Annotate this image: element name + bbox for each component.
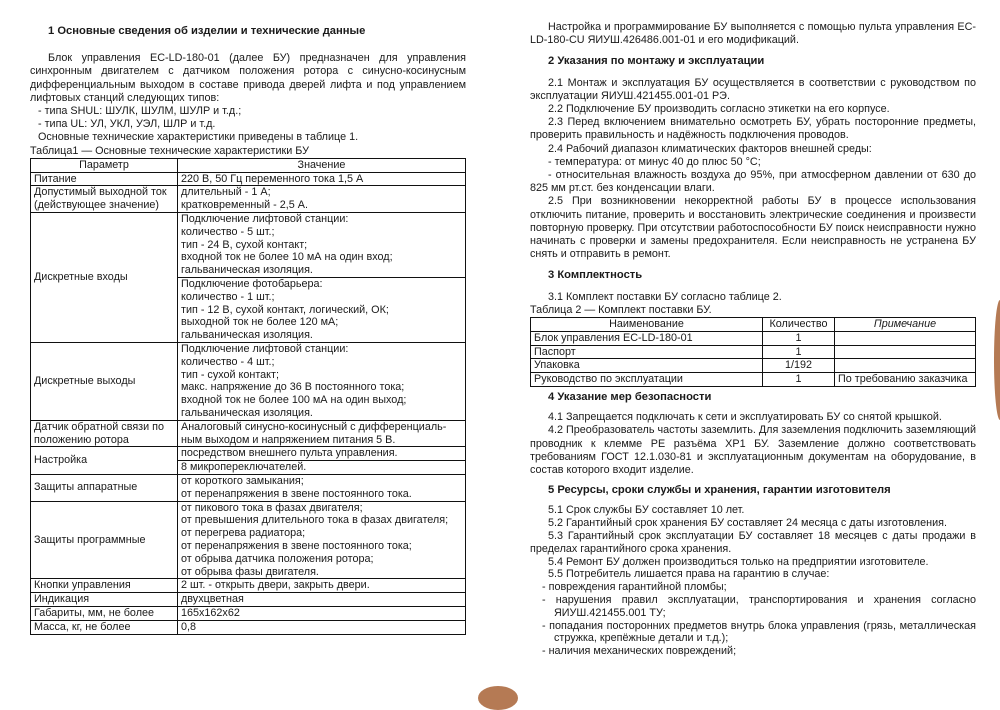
warranty-item: 5.3 Гарантийный срок эксплуатации БУ составляет 18 месяцев с даты продажи в пределах гарантийного срока хранения. bbox=[530, 530, 976, 555]
value-cell bbox=[178, 606, 466, 620]
warranty-item: 5.2 Гарантийный срок хранения БУ составляет 24 месяца с даты изготовления. bbox=[548, 517, 947, 530]
section-4-title: 4 Указание мер безопасности bbox=[548, 391, 712, 404]
table-row bbox=[31, 172, 466, 186]
quantity-cell: 1 bbox=[763, 345, 835, 359]
table-2-delivery bbox=[530, 317, 976, 387]
table-reference: Основные технические характеристики приведены в таблице 1. bbox=[38, 131, 359, 144]
value-line: гальваническая изоляция. bbox=[181, 406, 313, 419]
table-1-caption: Таблица1 — Основные технические характеристики БУ bbox=[30, 144, 309, 157]
instruction-item: 2.4 Рабочий диапазон климатических факторов внешней среды: bbox=[548, 142, 872, 155]
warranty-exclusion: - попадания посторонних предметов внутрь блока управления (грязь, металлическая стружка, крепёжные детали и т.д.); bbox=[542, 619, 976, 645]
table-row bbox=[31, 420, 466, 447]
value-line: гальваническая изоляция. bbox=[181, 329, 313, 342]
instruction-item: - температура: от минус 40 до плюс 50 °С; bbox=[548, 155, 761, 168]
name-cell: Паспорт bbox=[531, 345, 763, 359]
section-2-body bbox=[530, 77, 976, 262]
value-line: гальваническая изоляция. bbox=[181, 264, 313, 277]
param-cell: Допустимый выходной ток (действующее значение) bbox=[31, 186, 178, 213]
section-2-title: 2 Указания по монтажу и эксплуатации bbox=[548, 55, 765, 68]
page-corner-shadow bbox=[478, 686, 518, 710]
param-cell: Настройка bbox=[31, 447, 178, 475]
table-row bbox=[31, 447, 466, 461]
instruction-item: - относительная влажность воздуха до 95%, при атмосферном давлении от 630 до 825 мм рт.ст. без конденсации влаги. bbox=[530, 169, 976, 195]
value-line: от короткого замыкания; bbox=[181, 474, 304, 487]
type-item: - типа SHUL: ШУЛК, ШУЛМ, ШУЛР и т.д.; bbox=[38, 105, 242, 118]
note-cell bbox=[835, 345, 976, 359]
value-line: входной ток не более 100 мА на один выход; bbox=[181, 394, 407, 407]
warranty-item: 5.1 Срок службы БУ составляет 10 лет. bbox=[548, 504, 745, 517]
table-row bbox=[31, 593, 466, 607]
safety-item: 4.1 Запрещается подключать к сети и эксплуатировать БУ со снятой крышкой. bbox=[548, 411, 942, 424]
value-line: количество - 1 шт.; bbox=[181, 290, 275, 303]
table-row bbox=[31, 579, 466, 593]
value-line: от обрыва фазы двигателя. bbox=[181, 565, 319, 578]
column-header: Количество bbox=[763, 318, 835, 332]
param-cell: Защиты программные bbox=[31, 501, 178, 579]
value-line: входной ток не более 10 мА на один вход; bbox=[181, 251, 393, 264]
value-line: длительный - 1 А; bbox=[181, 186, 271, 199]
column-header: Параметр bbox=[31, 158, 178, 172]
value-line: тип - сухой контакт; bbox=[181, 368, 279, 381]
section-1-title: 1 Основные сведения об изделии и технические данные bbox=[48, 25, 366, 37]
quantity-cell: 1 bbox=[763, 331, 835, 345]
value-line: 8 микропереключателей. bbox=[181, 461, 307, 474]
type-item: - типа UL: УЛ, УКЛ, УЭЛ, ШЛР и т.д. bbox=[38, 118, 216, 131]
value-line: тип - 12 В, сухой контакт, логический, ОК; bbox=[181, 303, 389, 316]
safety-item: 4.2 Преобразователь частоты заземлить. Для заземления подключить заземляющий проводник к клемме PE разъёма XP1 БУ. Заземление должно соответствовать требованиям ГОСТ 12.1.030-81 и эксплуатационным документам на оборудование, в состав которого входит изделие. bbox=[530, 424, 976, 477]
value-line: выходной ток не более 120 мА; bbox=[181, 316, 339, 329]
table-row bbox=[31, 606, 466, 620]
value-line: от превышения длительного тока в фазах двигателя; bbox=[181, 514, 449, 527]
warranty-exclusion: - наличия механических повреждений; bbox=[542, 645, 737, 658]
value-cell bbox=[178, 447, 466, 461]
value-line: от перенапряжения в звене постоянного тока. bbox=[181, 487, 412, 500]
param-cell: Питание bbox=[31, 172, 178, 186]
value-cell bbox=[178, 342, 466, 420]
warranty-item: 5.5 Потребитель лишается права на гарантию в случае: bbox=[548, 568, 830, 581]
value-line: 2 шт. - открыть двери, закрыть двери. bbox=[181, 579, 370, 592]
instruction-item: 2.1 Монтаж и эксплуатация БУ осуществляется в соответствии с руководством по эксплуатации ЯИУШ.421455.001-01 РЭ. bbox=[530, 76, 976, 102]
param-cell: Кнопки управления bbox=[31, 579, 178, 593]
value-line: посредством внешнего пульта управления. bbox=[181, 447, 398, 460]
section-5-title: 5 Ресурсы, сроки службы и хранения, гарантии изготовителя bbox=[548, 484, 891, 497]
value-cell bbox=[178, 420, 466, 447]
section-3-text: 3.1 Комплект поставки БУ согласно таблице 2. bbox=[548, 290, 782, 303]
table-header-row bbox=[531, 318, 976, 332]
section-4-body bbox=[530, 411, 976, 477]
param-cell: Габариты, мм, не более bbox=[31, 606, 178, 620]
value-line: от перенапряжения в звене постоянного тока; bbox=[181, 539, 412, 552]
table-header-row bbox=[31, 158, 466, 172]
value-cell bbox=[178, 278, 466, 343]
note-cell bbox=[835, 359, 976, 373]
quantity-cell: 1 bbox=[763, 373, 835, 387]
table-row bbox=[31, 474, 466, 501]
table-row bbox=[31, 501, 466, 579]
table-row bbox=[531, 345, 976, 359]
table-2-caption: Таблица 2 — Комплект поставки БУ. bbox=[530, 303, 712, 316]
instruction-item: 2.2 Подключение БУ производить согласно этикетки на его корпусе. bbox=[548, 103, 890, 116]
column-header: Значение bbox=[178, 158, 466, 172]
param-cell: Дискретные входы bbox=[31, 213, 178, 343]
warranty-exclusion: - нарушения правил эксплуатации, транспортирования и хранения согласно ЯИУШ.421455.001 ТУ; bbox=[542, 594, 976, 619]
value-line: количество - 4 шт.; bbox=[181, 355, 275, 368]
right-page bbox=[530, 21, 976, 658]
table-row bbox=[31, 620, 466, 634]
warranty-item: 5.4 Ремонт БУ должен производиться только на предприятии изготовителе. bbox=[548, 555, 929, 568]
intro-paragraph: Блок управления EC-LD-180-01 (далее БУ) предназначен для управления синхронным двигателем с датчиком положения ротора с синусно-косинусным дифференциальным выходом в составе привода дверей лифта и под управлением лифтовых станций следующих типов: bbox=[30, 52, 466, 104]
value-cell bbox=[178, 213, 466, 278]
value-line: Аналоговый синусно-косинусный с дифференциаль- bbox=[181, 420, 447, 433]
value-line: кратковременный - 2,5 А. bbox=[181, 199, 308, 212]
value-line: Подключение фотобарьера: bbox=[181, 278, 323, 290]
instruction-item: 2.5 При возникновении некорректной работы БУ в процессе использования отключить питание, проверить и восстановить электрические соединения и произвести повторную проверку. При отсутствии работоспособности БУ поиск неисправности нужно начинать с проверки и замены предохранителя. Если неисправность не устранена БУ снять и отправить в ремонт. bbox=[530, 195, 976, 261]
value-cell bbox=[178, 620, 466, 634]
note-cell bbox=[835, 331, 976, 345]
column-header: Наименование bbox=[531, 318, 763, 332]
value-line: Подключение лифтовой станции: bbox=[181, 342, 349, 355]
name-cell: Упаковка bbox=[531, 359, 763, 373]
param-cell: Индикация bbox=[31, 593, 178, 607]
value-cell bbox=[178, 593, 466, 607]
value-cell bbox=[178, 461, 466, 475]
warranty-exclusion: - повреждения гарантийной пломбы; bbox=[542, 581, 727, 594]
value-line: тип - 24 В, сухой контакт; bbox=[181, 238, 308, 251]
value-cell bbox=[178, 474, 466, 501]
value-line: макс. напряжение до 36 В постоянного тока; bbox=[181, 381, 405, 394]
value-line: 0,8 bbox=[181, 620, 197, 633]
value-line: от обрыва датчика положения ротора; bbox=[181, 552, 374, 565]
name-cell: Блок управления EC-LD-180-01 bbox=[531, 331, 763, 345]
instruction-item: 2.3 Перед включением внимательно осмотреть БУ, убрать посторонние предметы, проверить правильность и надёжность подключения проводов. bbox=[530, 116, 976, 142]
table-row bbox=[531, 331, 976, 345]
value-cell bbox=[178, 186, 466, 213]
value-line: количество - 5 шт.; bbox=[181, 225, 275, 238]
value-cell bbox=[178, 501, 466, 579]
param-cell: Дискретные выходы bbox=[31, 342, 178, 420]
param-cell: Датчик обратной связи по положению ротора bbox=[31, 420, 178, 447]
section-5-body bbox=[530, 504, 976, 658]
setup-text: Настройка и программирование БУ выполняется с помощью пульта управления EC-LD-180-CU ЯИУШ.426486.001-01 и его модификаций. bbox=[530, 21, 976, 47]
table-1-specs bbox=[30, 158, 466, 635]
value-line: от перегрева радиатора; bbox=[181, 527, 306, 540]
page-edge-shadow bbox=[994, 300, 1000, 420]
value-cell bbox=[178, 172, 466, 186]
table-row bbox=[531, 373, 976, 387]
left-page bbox=[30, 25, 466, 635]
column-header: Примечание bbox=[835, 318, 976, 332]
value-line: двухцветная bbox=[181, 593, 244, 606]
section-3-title: 3 Комплектность bbox=[548, 269, 643, 282]
value-line: Подключение лифтовой станции: bbox=[181, 213, 349, 226]
value-cell bbox=[178, 579, 466, 593]
value-line: 220 В, 50 Гц переменного тока 1,5 А bbox=[181, 172, 364, 185]
quantity-cell: 1/192 bbox=[763, 359, 835, 373]
value-line: ным выходом и напряжением питания 5 В. bbox=[181, 433, 396, 446]
table-row bbox=[31, 342, 466, 420]
table-row bbox=[31, 213, 466, 278]
table-row bbox=[531, 359, 976, 373]
value-line: от пикового тока в фазах двигателя; bbox=[181, 501, 363, 514]
value-line: 165x162x62 bbox=[181, 606, 240, 619]
name-cell: Руководство по эксплуатации bbox=[531, 373, 763, 387]
table-row bbox=[31, 186, 466, 213]
param-cell: Защиты аппаратные bbox=[31, 474, 178, 501]
param-cell: Масса, кг, не более bbox=[31, 620, 178, 634]
note-cell: По требованию заказчика bbox=[835, 373, 976, 387]
